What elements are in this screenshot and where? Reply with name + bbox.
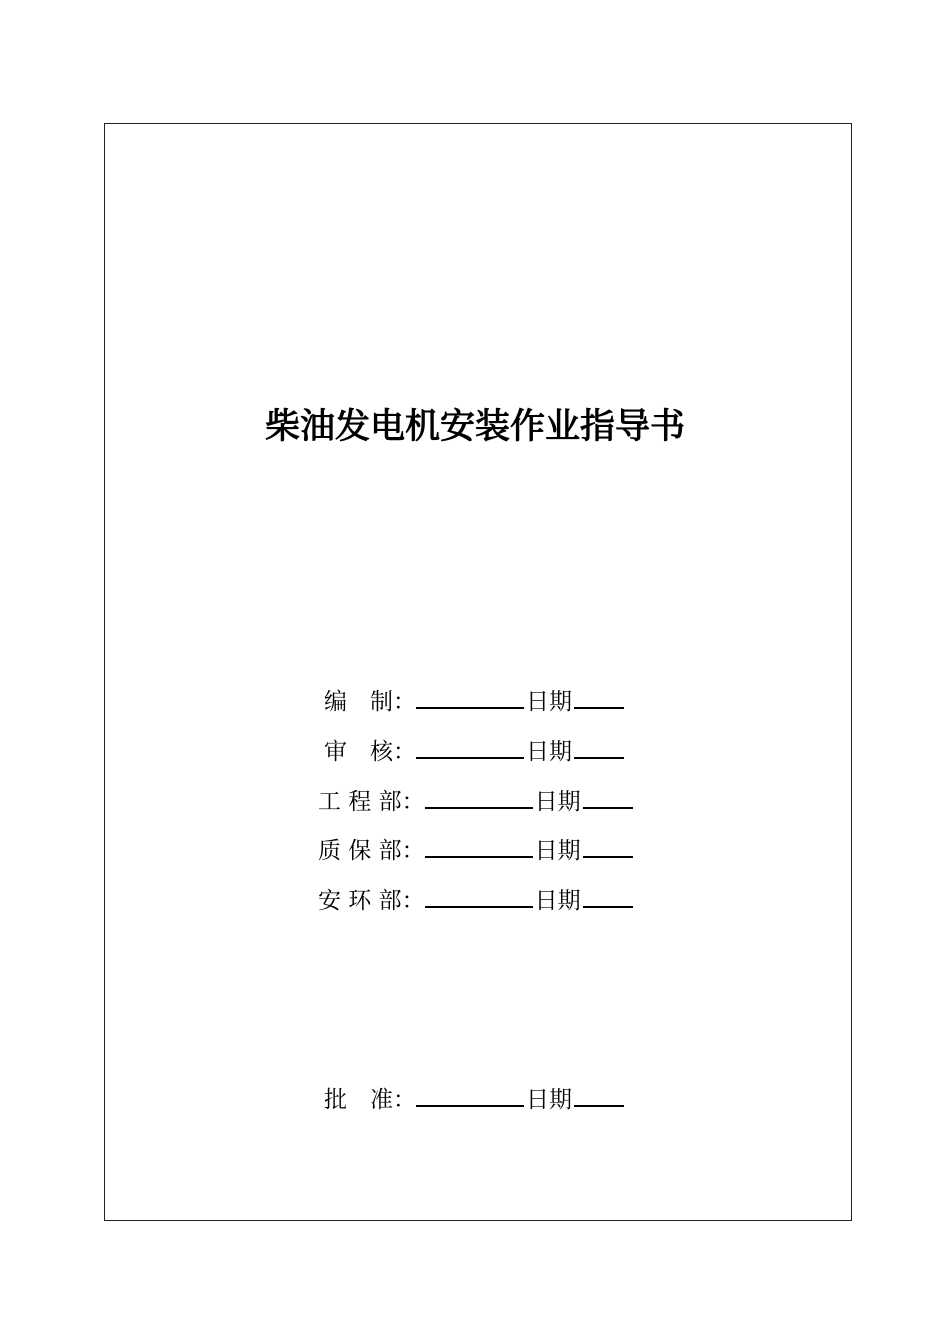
signoff-label: 工 程 部 [318,789,402,815]
signature-blank[interactable] [416,735,524,759]
signature-blank[interactable] [416,685,524,709]
signoff-label: 质 保 部 [318,838,402,864]
signoff-label: 审 核 [324,739,393,765]
date-blank[interactable] [583,884,633,908]
signoff-label: 编 制 [324,689,393,715]
document-title: 柴油发电机安装作业指导书 [264,407,685,447]
date-blank[interactable] [574,735,624,759]
signoff-colon: ： [401,789,425,815]
signature-blank[interactable] [425,785,533,809]
date-label: 日期 [534,838,581,864]
signoff-label: 批 准 [324,1087,393,1113]
page-border-frame [104,123,852,1221]
signoff-colon: ： [401,838,425,864]
signoff-row-approval [324,1083,624,1115]
signoff-row-reviewer [324,735,624,767]
signature-blank[interactable] [425,884,533,908]
signoff-colon: ： [401,888,425,914]
signoff-colon: ： [393,1087,416,1113]
date-blank[interactable] [574,1083,624,1107]
signoff-colon: ： [393,739,416,765]
signoff-label: 安 环 部 [318,888,402,914]
signoff-colon: ： [393,689,416,715]
date-blank[interactable] [574,685,624,709]
date-blank[interactable] [583,834,633,858]
signature-blank[interactable] [416,1083,524,1107]
date-label: 日期 [534,888,581,914]
signoff-row-compiler [324,685,624,717]
signature-blank[interactable] [425,834,533,858]
date-label: 日期 [534,789,581,815]
date-label: 日期 [526,739,572,765]
signoff-row-safety [318,884,633,916]
date-label: 日期 [526,1087,572,1113]
date-label: 日期 [526,689,572,715]
date-blank[interactable] [583,785,633,809]
signoff-row-quality [318,834,633,866]
signoff-row-engineering [318,785,633,817]
